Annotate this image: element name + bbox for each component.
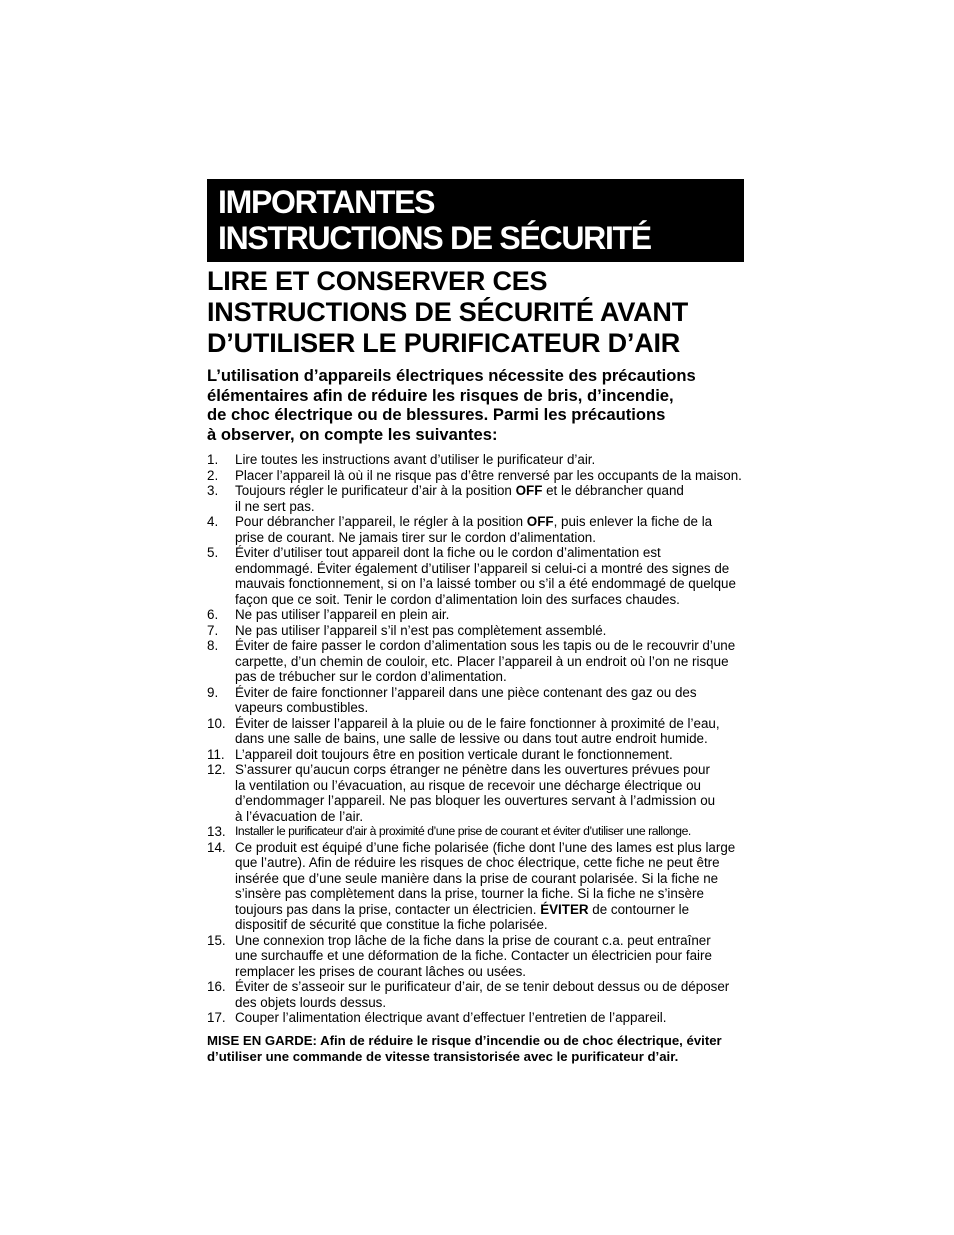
item-text-line: Installer le purificateur d’air à proximité d’une prise de courant et éviter d’utiliser une rallonge. (235, 824, 691, 838)
item-text-line: Éviter de faire fonctionner l’appareil dans une pièce contenant des gaz ou des (235, 684, 697, 700)
list-item (207, 607, 767, 623)
item-number: 5. (207, 545, 219, 560)
item-text-line: Ne pas utiliser l’appareil s’il n’est pas complètement assemblé. (235, 622, 607, 638)
item-text-line: que l’autre). Afin de réduire les risques de choc électrique, cette fiche ne peut être (235, 855, 720, 870)
item-text-line: vapeurs combustibles. (235, 700, 369, 715)
list-item (207, 824, 767, 840)
item-text-line: d’endommager l’appareil. Ne pas bloquer les ouvertures servant à l’admission ou (235, 793, 716, 808)
item-text-line: dans une salle de bains, une salle de lessive ou dans tout autre endroit humide. (235, 731, 708, 746)
item-text-line: endommagé. Éviter également d’utiliser l’appareil si celui-ci a montré des signes de (235, 560, 730, 576)
item-number: 1. (207, 452, 219, 467)
item-text-line: Ne pas utiliser l’appareil en plein air. (235, 607, 450, 622)
page-title (218, 184, 744, 256)
item-text-line: Éviter d’utiliser tout appareil dont la fiche ou le cordon d’alimentation est (235, 545, 661, 560)
list-item (207, 1010, 767, 1026)
list-item (207, 685, 767, 716)
list-item (207, 840, 767, 933)
list-item (207, 747, 767, 763)
item-text-line: des objets lourds dessus. (235, 994, 387, 1010)
item-text-line: la ventilation ou l’évacuation, au risque de recevoir une décharge électrique ou (235, 777, 701, 793)
intro-line: de choc électrique ou de blessures. Parmi les précautions (207, 405, 666, 424)
item-number: 6. (207, 607, 219, 622)
subtitle-heading (207, 266, 767, 359)
item-text-line: Une connexion trop lâche de la fiche dans la prise de courant c.a. peut entraîner (235, 932, 711, 948)
warning-paragraph (207, 1033, 767, 1065)
item-text-line: mauvais fonctionnement, si on l’a laissé tomber ou s’il a été endommagé de quelque (235, 576, 736, 591)
item-text-line: prise de courant. Ne jamais tirer sur le cordon d’alimentation. (235, 529, 596, 545)
item-text-line: façon que ce soit. Tenir le cordon d’alimentation loin des surfaces chaudes. (235, 591, 680, 607)
item-text-line: Éviter de faire passer le cordon d’alimentation sous les tapis ou de le recouvrir d’une (235, 638, 736, 653)
intro-line: élémentaires afin de réduire les risques de bris, d’incendie, (207, 385, 674, 405)
item-text-line: Placer l’appareil là où il ne risque pas d’être renversé par les occupants de la maison. (235, 467, 742, 483)
list-item (207, 638, 767, 685)
list-item (207, 468, 767, 484)
item-number: 2. (207, 467, 219, 483)
warning-line: MISE EN GARDE: Afin de réduire le risque d’incendie ou de choc électrique, éviter (207, 1032, 722, 1048)
item-number: 12. (207, 762, 226, 777)
list-item (207, 514, 767, 545)
item-text-line: à l’évacuation de l’air. (235, 808, 364, 824)
list-item (207, 933, 767, 980)
item-text-line: S’assurer qu’aucun corps étranger ne pénètre dans les ouvertures prévues pour (235, 762, 710, 777)
list-item (207, 716, 767, 747)
intro-paragraph (207, 366, 767, 444)
title-line: INSTRUCTIONS DE SÉCURITÉ (218, 220, 651, 256)
item-number: 16. (207, 979, 226, 994)
item-number: 15. (207, 932, 226, 948)
item-text-line: Ce produit est équipé d’une fiche polarisée (fiche dont l’une des lames est plus large (235, 839, 736, 855)
item-text-line: Éviter de laisser l’appareil à la pluie ou de le faire fonctionner à proximité de l’eau, (235, 715, 720, 731)
item-number: 9. (207, 684, 219, 700)
item-number: 17. (207, 1010, 226, 1025)
warning-line: d’utiliser une commande de vitesse transistorisée avec le purificateur d’air. (207, 1048, 679, 1064)
item-text-line: Lire toutes les instructions avant d’utiliser le purificateur d’air. (235, 452, 596, 467)
item-number: 10. (207, 715, 226, 731)
document-page (207, 179, 767, 1065)
item-number: 11. (207, 746, 225, 762)
subtitle-line: D’UTILISER LE PURIFICATEUR D’AIR (207, 328, 681, 358)
item-number: 14. (207, 839, 226, 855)
item-text-line: insérée que d’une seule manière dans la prise de courant polarisée. Si la fiche ne (235, 870, 719, 886)
subtitle-line: INSTRUCTIONS DE SÉCURITÉ AVANT (207, 297, 689, 327)
list-item (207, 623, 767, 639)
item-text-line: pas de trébucher sur le cordon d’alimentation. (235, 669, 507, 684)
item-text-line: Couper l’alimentation électrique avant d’effectuer l’entretien de l’appareil. (235, 1010, 667, 1025)
list-item (207, 483, 767, 514)
item-number: 3. (207, 483, 219, 498)
subtitle-line: LIRE ET CONSERVER CES (207, 266, 548, 296)
item-text-line: carpette, d’un chemin de couloir, etc. Placer l’appareil à un endroit où l’on ne risque (235, 653, 729, 669)
instruction-list (207, 452, 767, 1026)
list-item (207, 979, 767, 1010)
item-text-line: toujours pas dans la prise, contacter un électricien. ÉVITER de contourner le (235, 901, 690, 917)
title-line: IMPORTANTES (218, 184, 435, 220)
item-text-line: dispositif de sécurité que constitue la fiche polarisée. (235, 917, 548, 932)
item-text-line: remplacer les prises de courant lâches ou usées. (235, 963, 527, 979)
item-text-line: s’insère pas complètement dans la prise, tourner la fiche. Si la fiche ne s’insère (235, 886, 704, 901)
item-number: 8. (207, 638, 219, 653)
item-text-line: Toujours régler le purificateur d’air à la position OFF et le débrancher quand (235, 483, 684, 498)
item-text-line: une surchauffe et une déformation de la fiche. Contacter un électricien pour faire (235, 948, 712, 963)
intro-line: L’utilisation d’appareils électriques nécessite des précautions (207, 366, 696, 385)
intro-line: à observer, on compte les suivantes: (207, 424, 498, 444)
item-number: 13. (207, 824, 226, 839)
title-banner (207, 179, 744, 262)
list-item (207, 762, 767, 824)
item-text-line: il ne sert pas. (235, 498, 315, 514)
item-number: 7. (207, 622, 219, 638)
item-text-line: Pour débrancher l’appareil, le régler à la position OFF, puis enlever la fiche de la (235, 514, 713, 529)
item-text-line: L’appareil doit toujours être en position verticale durant le fonctionnement. (235, 746, 673, 762)
item-text-line: Éviter de s’asseoir sur le purificateur d’air, de se tenir debout dessus ou de déposer (235, 979, 730, 994)
list-item (207, 452, 767, 468)
item-number: 4. (207, 514, 219, 529)
list-item (207, 545, 767, 607)
